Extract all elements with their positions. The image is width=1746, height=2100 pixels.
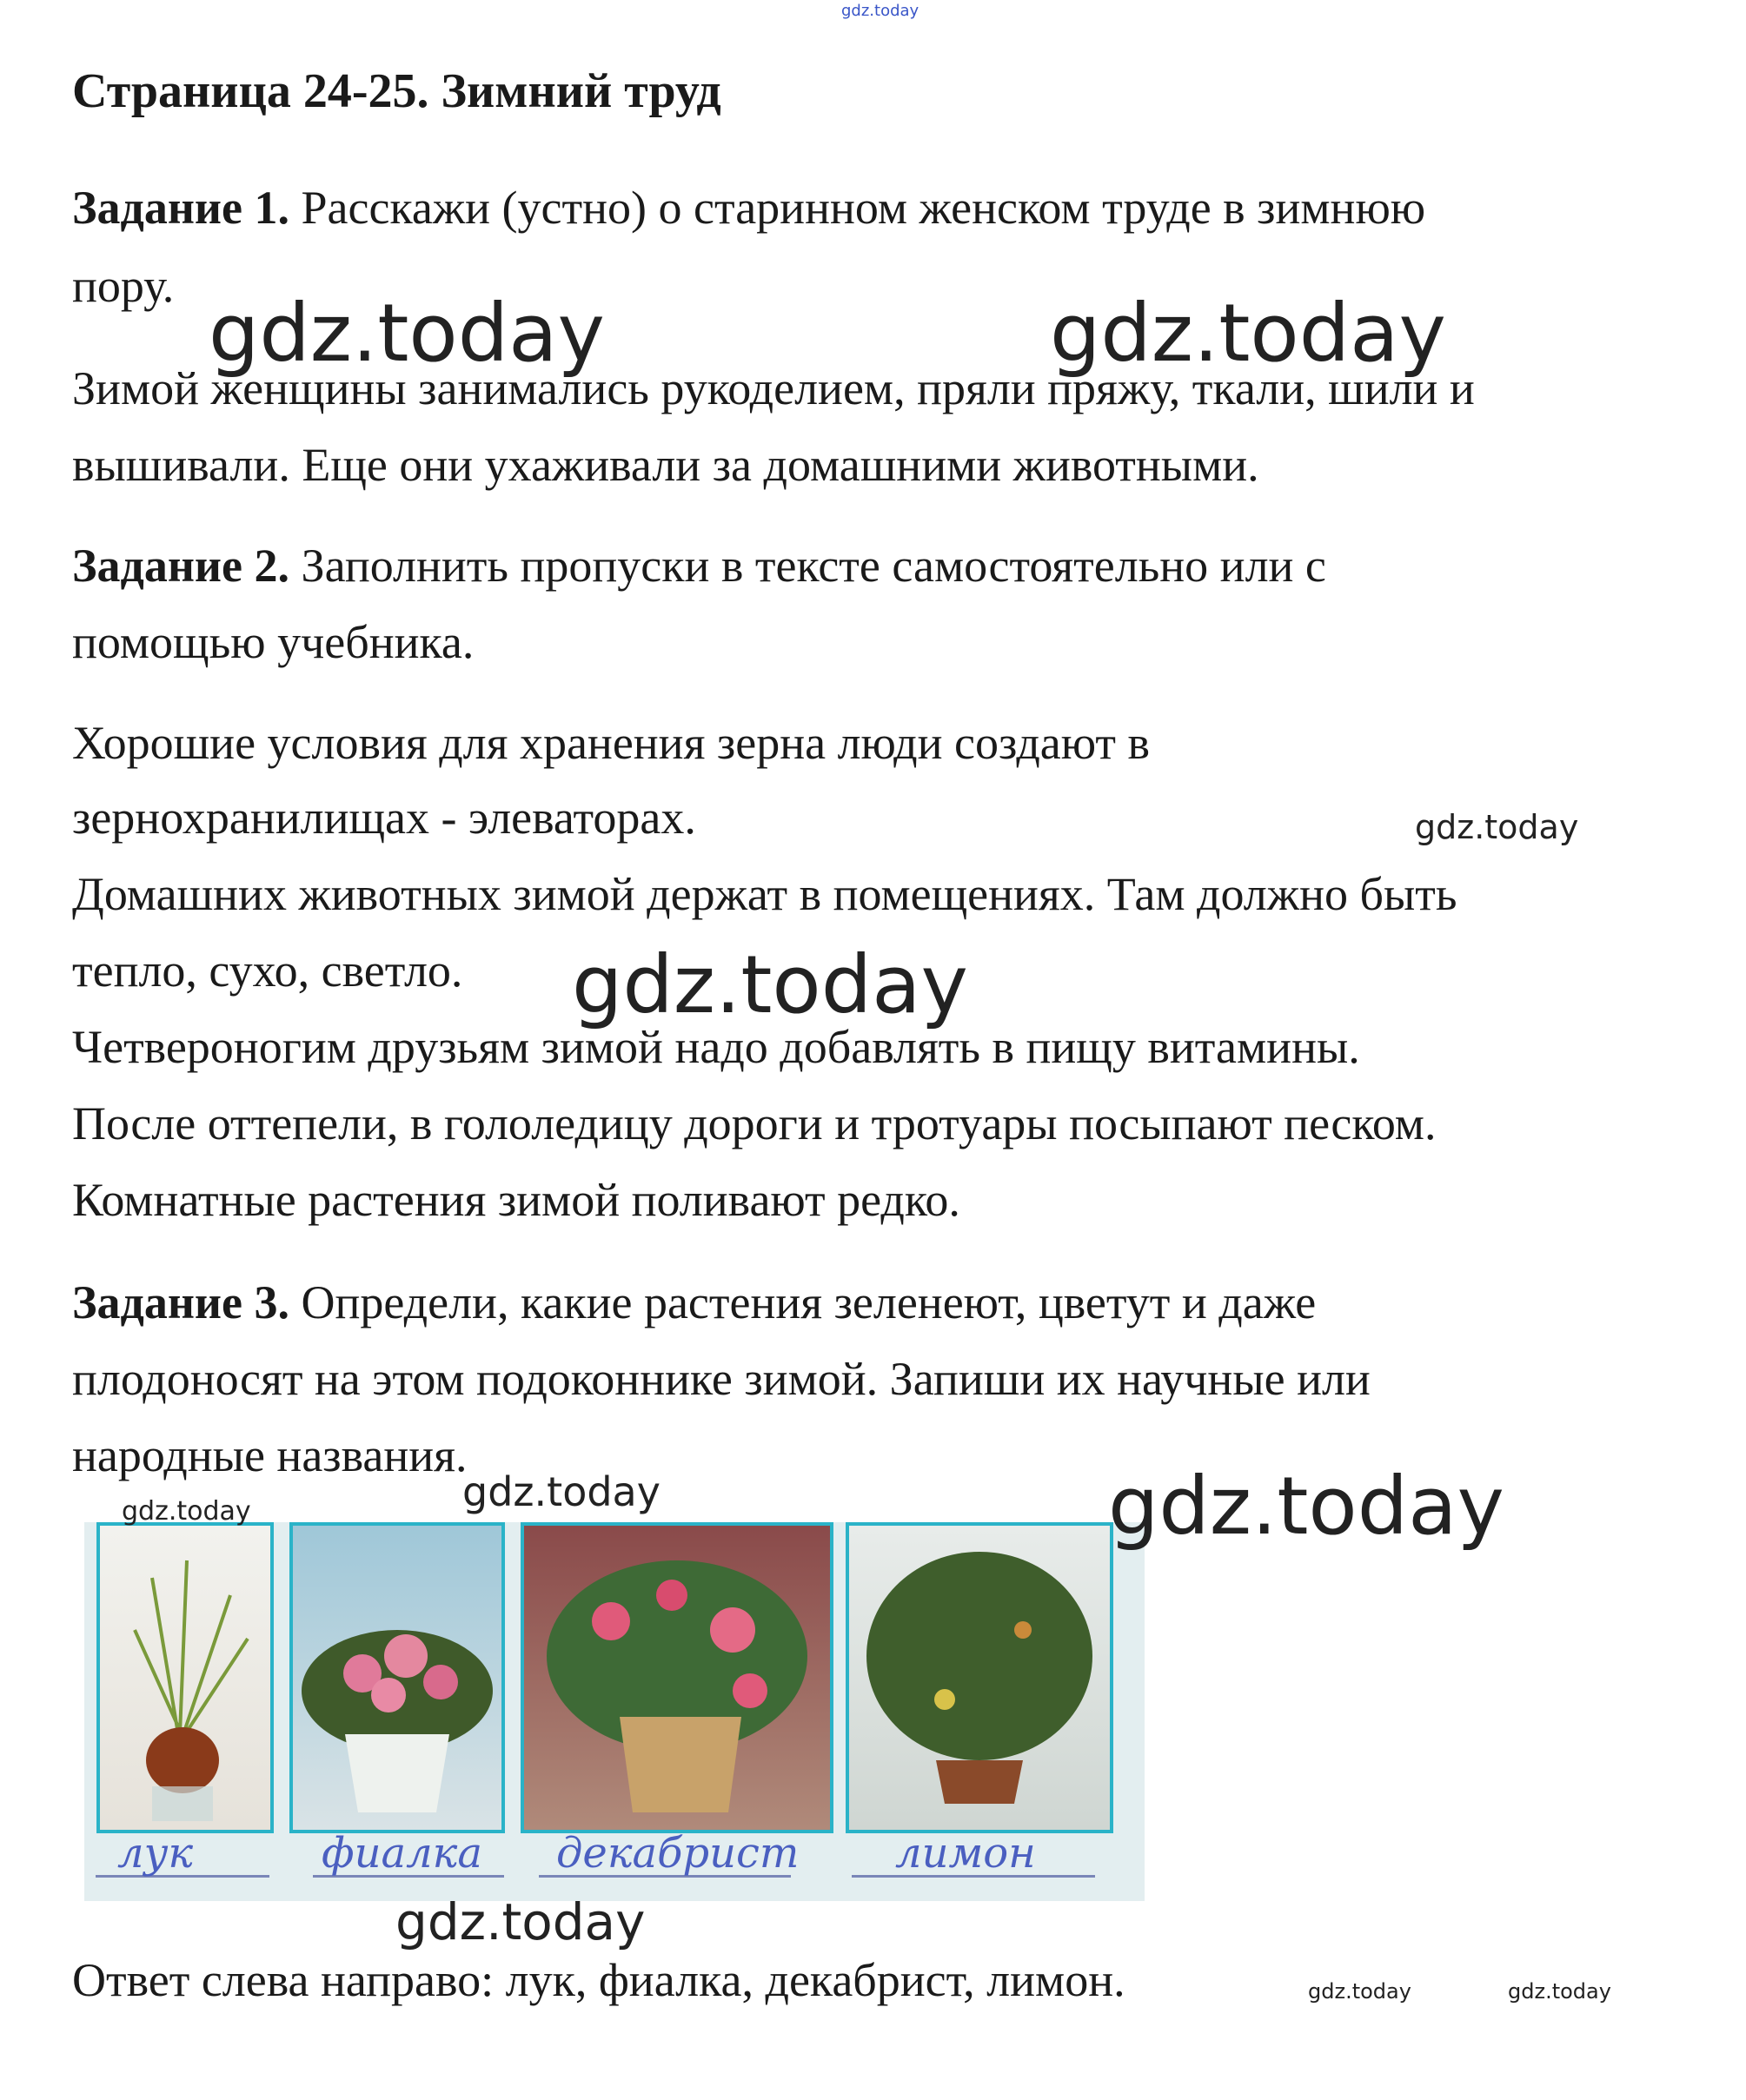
task2-answer-line: После оттепели, в гололедицу дороги и тротуары посыпают песком. xyxy=(72,1097,1437,1149)
task2-label: Задание 2. xyxy=(72,540,290,592)
watermark: gdz.today xyxy=(209,287,605,380)
watermark: gdz.today xyxy=(462,1468,661,1515)
task1-text: Расскажи (устно) о старинном женском труде в зимнюю xyxy=(289,182,1426,234)
decembrist-photo xyxy=(521,1522,833,1833)
task2-answer-line: Хорошие условия для хранения зерна люди создают в xyxy=(72,717,1150,769)
lemon-photo xyxy=(846,1522,1113,1833)
top-watermark: gdz.today xyxy=(841,2,919,20)
task3-prompt-line3: народные названия. xyxy=(72,1429,468,1481)
photo-label-violet: фиалка xyxy=(322,1829,482,1878)
watermark: gdz.today xyxy=(1050,287,1446,380)
onion-photo xyxy=(96,1522,274,1833)
violet-photo xyxy=(289,1522,505,1833)
task1-label: Задание 1. xyxy=(72,182,290,234)
task2-answer-line: Домашних животных зимой держат в помещениях. Там должно быть xyxy=(72,868,1457,920)
task2-answer-line: тепло, сухо, светло. xyxy=(72,944,463,997)
onion-icon xyxy=(100,1526,270,1830)
watermark: gdz.today xyxy=(1415,808,1579,846)
task1-prompt-line2: пору. xyxy=(72,260,175,312)
violet-flower-icon xyxy=(293,1526,501,1830)
task1-answer-line2: вышивали. Еще они ухаживали за домашними животными. xyxy=(72,439,1259,491)
task1-answer-line1: Зимой женщины занимались рукоделием, пряли пряжу, ткали, шили и xyxy=(72,362,1475,414)
watermark: gdz.today xyxy=(1308,1979,1411,2004)
task2-prompt-line2: помощью учебника. xyxy=(72,616,475,668)
task2-answer-line: Четвероногим друзьям зимой надо добавлять в пищу витамины. xyxy=(72,1021,1360,1073)
page-title: Страница 24-25. Зимний труд xyxy=(72,64,721,118)
task1-prompt-line1 xyxy=(72,182,1425,234)
decembrist-flower-icon xyxy=(524,1526,830,1830)
lemon-tree-icon xyxy=(849,1526,1110,1830)
watermark: gdz.today xyxy=(122,1496,251,1527)
task3-prompt-line1 xyxy=(72,1277,1316,1328)
task2-prompt-line1 xyxy=(72,540,1326,592)
task3-prompt-line2: плодоносят на этом подоконнике зимой. Запиши их научные или xyxy=(72,1353,1371,1405)
task3-text: Определи, какие растения зеленеют, цветут и даже xyxy=(289,1276,1317,1328)
watermark: gdz.today xyxy=(395,1892,646,1951)
watermark: gdz.today xyxy=(1508,1979,1611,2004)
task2-text: Заполнить пропуски в тексте самостоятельно или с xyxy=(289,540,1326,592)
task2-answer-line: зернохранилищах - элеваторах. xyxy=(72,792,696,844)
task3-label: Задание 3. xyxy=(72,1276,290,1328)
final-answer: Ответ слева направо: лук, фиалка, декабрист, лимон. xyxy=(72,1954,1125,2006)
photo-label-onion: лук xyxy=(117,1829,194,1878)
photo-label-lemon: лимон xyxy=(895,1829,1036,1878)
watermark: gdz.today xyxy=(572,938,968,1031)
task2-answer-line: Комнатные растения зимой поливают редко. xyxy=(72,1174,960,1226)
photo-label-decembrist: декабрист xyxy=(556,1829,800,1878)
watermark: gdz.today xyxy=(1108,1460,1504,1553)
